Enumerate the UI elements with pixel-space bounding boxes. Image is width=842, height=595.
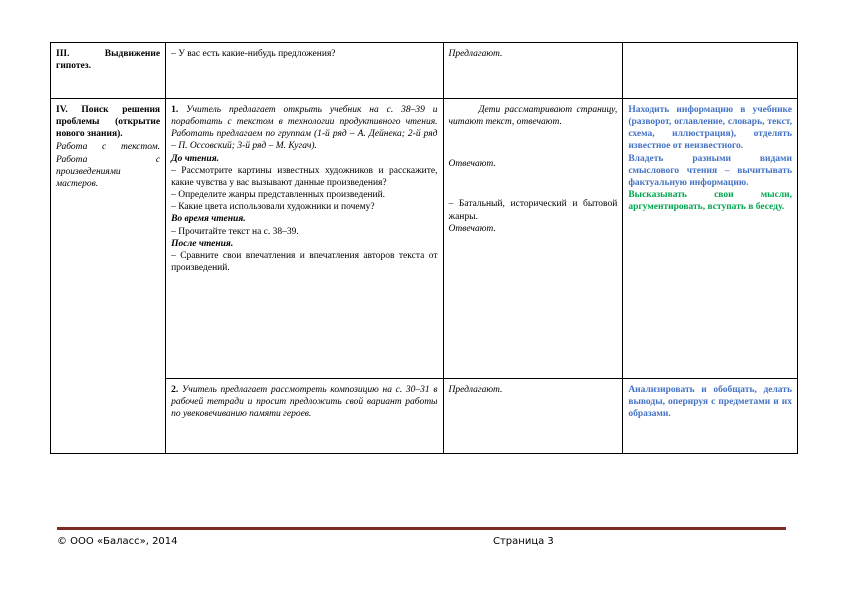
uud-cognitive: Находить информацию в учебнике (разворот, оглавление, словарь, текст, схема, иллюстрация), отделять известное от неизвестного. [628, 105, 792, 152]
students-cell [443, 379, 623, 454]
teacher-cell [166, 379, 443, 454]
lesson-plan-table [50, 42, 798, 454]
teacher-question: – Какие цвета использовали художники и почему? [171, 202, 375, 213]
teacher-cell [166, 99, 443, 379]
students-activity: Дети рассматривают страницу, читают текст, отвечают. [448, 105, 618, 128]
students-cell [443, 99, 623, 379]
teacher-task [171, 384, 437, 420]
students-cell [443, 43, 623, 99]
students-activity: Предлагают. [448, 385, 503, 395]
teacher-task [171, 104, 437, 153]
phase-during-reading: Во время чтения. [171, 214, 246, 225]
students-activity: Отвечают. [448, 159, 496, 170]
stage-cell [51, 99, 166, 454]
students-activity: Отвечают. [448, 223, 496, 234]
teacher-question: – Прочитайте текст на с. 38–39. [171, 226, 299, 237]
phase-before-reading: До чтения. [171, 153, 219, 164]
students-answer: – Батальный, исторический и бытовой жанры. [448, 199, 618, 222]
task-text: Учитель предлагает открыть учебник на с. 38–39 и поработать с текстом в технологии продуктивного чтения. Работать предлагаем по группам (1-й ряд – А. Дейнека; 2-й ряд – П. Оссовский; 3-й ряд – М. Кугач). [171, 105, 438, 152]
teacher-question: – У вас есть какие-нибудь предложения? [171, 49, 336, 59]
teacher-question: – Рассмотрите картины известных художников и расскажите, какие чувства у вас вызывают данные произведения? [171, 165, 438, 188]
uud-cell [623, 99, 798, 379]
teacher-question: – Определите жанры представленных произведений. [171, 190, 386, 201]
uud-cell [623, 43, 798, 99]
stage-subtitle: Работа с текстом. Работа с произведениями мастеров. [56, 142, 161, 189]
table-row [51, 43, 798, 99]
stage-title: IV. Поиск решения проблемы (открытие нового знания). [56, 105, 161, 140]
task-number: 1. [171, 105, 179, 115]
stage-cell [51, 43, 166, 99]
uud-cognitive: Владеть разными видами смыслового чтения – вычитывать фактуальную информацию. [628, 153, 792, 188]
footer-page-number: Страница 3 [493, 536, 554, 547]
teacher-cell [166, 43, 443, 99]
footer-copyright: © ООО «Баласс», 2014 [57, 536, 178, 547]
uud-communicative: Высказывать свои мысли, аргументировать, вступать в беседу. [628, 190, 792, 213]
uud-cognitive: Анализировать и обобщать, делать выводы, оперируя с предметами и их образами. [628, 385, 792, 420]
task-text: Учитель предлагает рассмотреть композицию на с. 30–31 в рабочей тетради и просит предложить свой вариант работы по увековечиванию памяти героев. [171, 385, 438, 420]
table-row [51, 99, 798, 379]
uud-cell [623, 379, 798, 454]
stage-title: III. Выдвижение гипотез. [56, 49, 161, 72]
footer-divider [57, 527, 786, 530]
students-activity: Предлагают. [448, 49, 503, 59]
teacher-question: – Сравните свои впечатления и впечатления авторов текста от произведений. [171, 250, 438, 274]
phase-after-reading: После чтения. [171, 238, 234, 249]
task-number: 2. [171, 385, 179, 395]
